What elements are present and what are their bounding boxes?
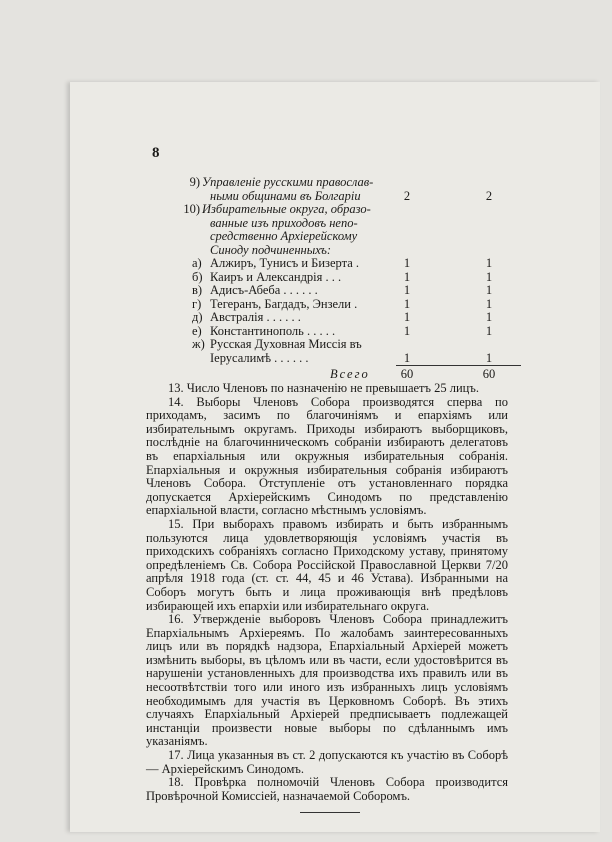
sub-item — [170, 298, 510, 312]
paragraph-13: 13. Число Членовъ по назначенію не превышаетъ 25 лицъ. — [168, 381, 479, 395]
body-text — [146, 382, 508, 803]
leader-dots: . — [352, 256, 359, 270]
sub-text: Каиръ и Александрія — [210, 269, 323, 284]
sub-letter: д) — [192, 310, 203, 324]
sub-text: Алжиръ, Тунисъ и Бизерта — [210, 256, 353, 270]
paragraph-14: 14. Выборы Членовъ Собора производятся сперва по приходамъ, засимъ по благочиніямъ и епархіямъ или избирательнымъ округамъ. Приходы избираютъ выборщиковъ, послѣдніе на благочинническомъ собраніи избираютъ делегатовъ въ епархіальныя или окружныя избирательныя собранія. Епархіальныя и окружныя избирательныя собранія избираютъ Членовъ Собора. Отступленіе отъ установленнаго порядка допускается Архіерейскимъ Синодомъ по представленію епархіальной власти, согласно мѣстнымъ условіямъ. — [146, 394, 508, 518]
count-value: 1 — [403, 283, 411, 297]
count-value: 1 — [403, 350, 411, 365]
count-value: 1 — [403, 323, 411, 338]
sub-letter: в) — [192, 283, 203, 297]
leader-dots: . — [351, 296, 358, 311]
sub-text: Тегеранъ, Багдадъ, Энзели — [210, 296, 351, 311]
count-value: 1 — [485, 283, 493, 297]
footer-rule — [300, 812, 360, 813]
item-text: Управленіе русскими православ- — [202, 175, 374, 189]
leader-dots: . . . . . . — [280, 283, 318, 297]
sub-item — [170, 325, 510, 339]
paragraph-16: 16. Утвержденіе выборовъ Членовъ Собора принадлежитъ Епархіальнымъ Архіереямъ. По жалобамъ заинтересованныхъ лицъ или въ порядкѣ надзора, Епархіальный Архіерей можетъ измѣнить выборы, въ цѣломъ или въ части, если удостовѣрится въ нарушеніи установленныхъ для производства ихъ правилъ или въ несоотвѣтствіи того или иного изъ избранныхъ лицъ условіямъ необходимымъ для участія въ Церковномъ Соборѣ. Въ этихъ случаяхъ Епархіальный Архіерей предписываетъ подлежащей инстанціи произвести новые выборы по сдѣланнымъ имъ указаніямъ. — [146, 612, 508, 749]
sub-item — [170, 352, 510, 366]
sub-letter: а) — [192, 256, 202, 270]
sub-item — [170, 311, 510, 325]
paragraph-15: 15. При выборахъ правомъ избирать и быть избраннымъ пользуются лица удовлетворяющія условіямъ участія въ приходскихъ собраніяхъ согласно Приходскому уставу, принятому опредѣленіемъ Св. Собора Россійской Православной Церкви 7/20 апрѣля 1918 года (ст. ст. 44, 45 и 46 Устава). Избранными на Соборъ могутъ быть и лица проживающія внѣ предѣловъ избирающей ихъ епархіи или избирательнаго округа. — [146, 516, 508, 613]
sub-letter: б) — [192, 269, 203, 284]
item-text: средственно Архіерейскому — [210, 229, 358, 243]
total-value: 60 — [400, 367, 414, 381]
sub-text: Адисъ-Абеба — [210, 283, 281, 297]
item-number: 9) — [189, 175, 200, 189]
representation-list — [170, 176, 510, 383]
sub-text: Австралія — [210, 310, 264, 324]
count-value: 1 — [403, 296, 411, 311]
item-text: Избирательные округа, образо- — [202, 202, 371, 216]
sub-text: Русская Духовная Миссія въ — [210, 337, 362, 351]
item-text: ными общинами въ Болгаріи — [210, 188, 361, 203]
item-text: ванные изъ приходовъ непо- — [210, 215, 358, 230]
count-value: 1 — [403, 310, 411, 324]
paragraph-18: 18. Провѣрка полномочій Членовъ Собора производится Провѣрочной Комиссіей, назначаемой Соборомъ. — [146, 775, 508, 803]
count-value: 1 — [485, 350, 493, 365]
page-number: 8 — [152, 145, 160, 161]
total-label: Всего — [330, 367, 370, 381]
count-value: 1 — [485, 310, 493, 324]
count-value: 2 — [485, 188, 493, 203]
sub-letter: е) — [192, 323, 202, 338]
count-value: 1 — [485, 269, 493, 284]
leader-dots: . . . . . — [303, 323, 336, 338]
sub-letter: ж) — [192, 337, 205, 351]
item-number: 10) — [183, 202, 200, 216]
list-item — [170, 176, 510, 190]
count-value: 1 — [403, 269, 411, 284]
leader-dots: . . . . . . — [263, 310, 301, 324]
total-value: 60 — [482, 367, 496, 381]
sub-text: Константинополь — [210, 323, 304, 338]
sub-item — [170, 257, 510, 271]
sub-item — [170, 338, 510, 352]
list-item — [170, 203, 510, 217]
sub-item — [170, 284, 510, 298]
item-text: Синоду подчиненныхъ: — [210, 242, 332, 257]
paragraph-17: 17. Лица указанныя въ ст. 2 допускаются къ участію въ Соборѣ — Архіерейскимъ Синодомъ. — [146, 748, 508, 776]
count-value: 1 — [403, 256, 411, 270]
leader-dots: . . . — [322, 269, 342, 284]
count-value: 1 — [485, 256, 493, 270]
sub-letter: г) — [192, 296, 202, 311]
count-value: 2 — [403, 188, 411, 203]
list-item — [170, 190, 510, 204]
count-value: 1 — [485, 296, 493, 311]
leader-dots: . . . . . . — [271, 350, 309, 365]
sub-text: Іерусалимѣ — [210, 350, 272, 365]
sub-item — [170, 271, 510, 285]
count-value: 1 — [485, 323, 493, 338]
